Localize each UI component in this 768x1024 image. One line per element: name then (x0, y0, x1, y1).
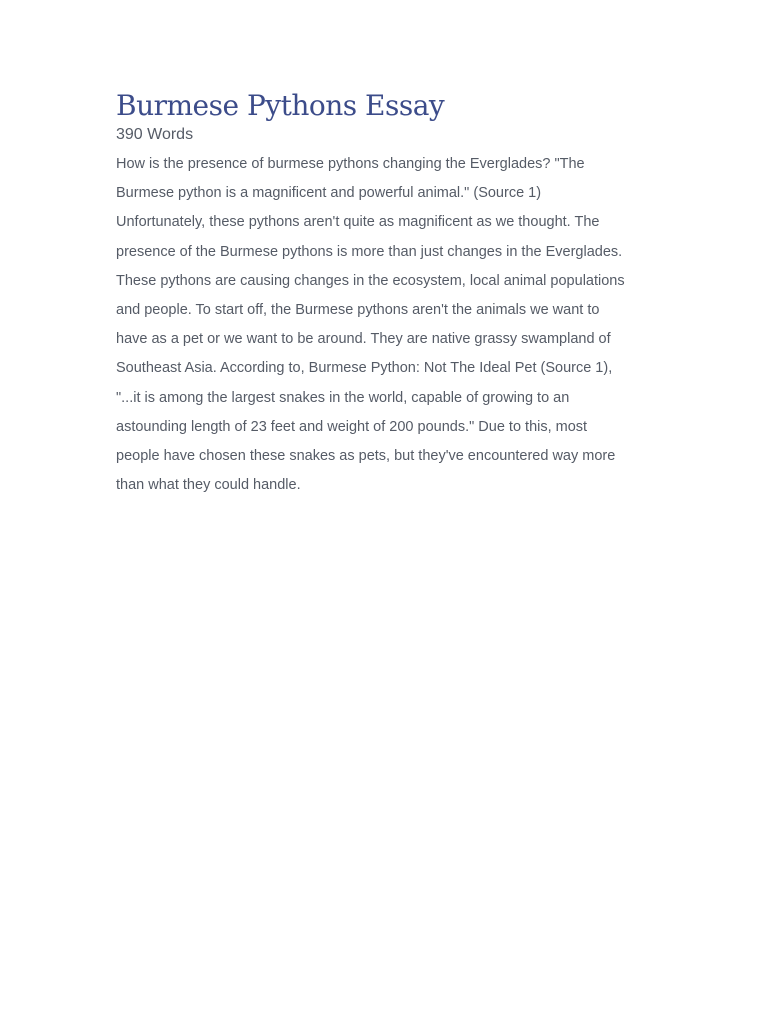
word-count: 390 Words (116, 126, 194, 143)
essay-body: How is the presence of burmese pythons changing the Everglades? "The Burmese python is a magnificent and powerful animal." (Source 1) Unfortunately, these pythons aren't quite as magnificent as we thought. The presence of the Burmese pythons is more than just changes in the Everglades. These pythons are causing changes in the ecosystem, local animal populations and people. To start off, the Burmese pythons aren't the animals we want to have as a pet or we want to be around. They are native grassy swampland of Southeast Asia. According to, Burmese Python: Not The Ideal Pet (Source 1), "...it is among the largest snakes in the world, capable of growing to an astounding length of 23 feet and weight of 200 pounds." Due to this, most people have chosen these snakes as pets, but they've encountered way more than what they could handle. (116, 156, 625, 494)
document-title: Burmese Pythons Essay (116, 89, 445, 122)
